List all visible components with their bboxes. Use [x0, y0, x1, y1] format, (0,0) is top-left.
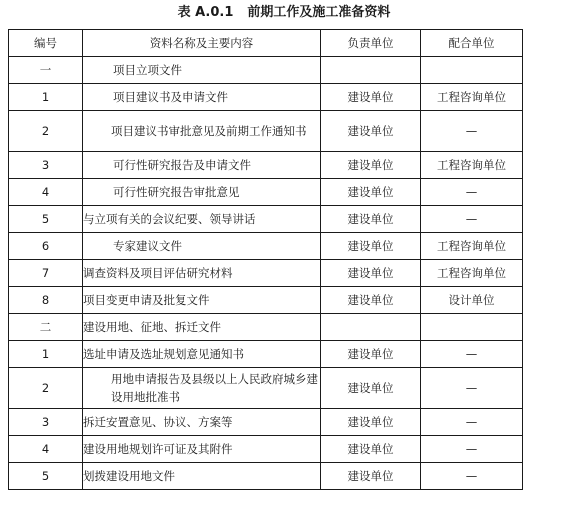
cell-no: 3 [9, 152, 83, 179]
table-caption [0, 2, 568, 24]
cell-cooperating: — [421, 463, 523, 490]
cell-cooperating: — [421, 341, 523, 368]
header-cooperating: 配合单位 [421, 30, 523, 57]
cell-name: 项目建议书及申请文件 [83, 84, 321, 111]
cell-responsible: 建设单位 [321, 260, 421, 287]
cell-no: 1 [9, 84, 83, 111]
cell-no: 2 [9, 368, 83, 409]
table-row [9, 84, 523, 111]
cell-name: 拆迁安置意见、协议、方案等 [83, 409, 321, 436]
cell-name: 项目建议书审批意见及前期工作通知书 [83, 111, 321, 152]
cell-cooperating: 工程咨询单位 [421, 260, 523, 287]
cell-no: 5 [9, 206, 83, 233]
table-number: 表 A.0.1 [177, 5, 234, 20]
cell-responsible: 建设单位 [321, 341, 421, 368]
cell-cooperating: 工程咨询单位 [421, 152, 523, 179]
table-row [9, 111, 523, 152]
cell-cooperating: — [421, 111, 523, 152]
cell-name: 选址申请及选址规划意见通知书 [83, 341, 321, 368]
cell-cooperating: 工程咨询单位 [421, 84, 523, 111]
cell-cooperating: — [421, 206, 523, 233]
table-row [9, 57, 523, 84]
cell-cooperating: — [421, 368, 523, 409]
cell-name: 调查资料及项目评估研究材料 [83, 260, 321, 287]
table-row [9, 179, 523, 206]
cell-no: 3 [9, 409, 83, 436]
cell-responsible: 建设单位 [321, 436, 421, 463]
cell-name: 与立项有关的会议纪要、领导讲话 [83, 206, 321, 233]
table-row [9, 436, 523, 463]
document-table [8, 29, 523, 490]
table-title: 前期工作及施工准备资料 [247, 5, 391, 20]
cell-responsible: 建设单位 [321, 84, 421, 111]
table-row [9, 287, 523, 314]
header-name: 资料名称及主要内容 [83, 30, 321, 57]
cell-responsible: 建设单位 [321, 179, 421, 206]
table-row [9, 409, 523, 436]
cell-no: 5 [9, 463, 83, 490]
cell-responsible: 建设单位 [321, 111, 421, 152]
cell-no: 4 [9, 179, 83, 206]
cell-name: 项目变更申请及批复文件 [83, 287, 321, 314]
cell-responsible: 建设单位 [321, 409, 421, 436]
cell-name: 建设用地、征地、拆迁文件 [83, 314, 321, 341]
cell-no: 二 [9, 314, 83, 341]
cell-cooperating: — [421, 179, 523, 206]
table-row [9, 314, 523, 341]
cell-name: 专家建议文件 [83, 233, 321, 260]
header-no: 编号 [9, 30, 83, 57]
cell-name: 可行性研究报告审批意见 [83, 179, 321, 206]
table-row [9, 233, 523, 260]
table-row [9, 260, 523, 287]
cell-cooperating: — [421, 436, 523, 463]
cell-responsible: 建设单位 [321, 368, 421, 409]
cell-no: 一 [9, 57, 83, 84]
cell-no: 2 [9, 111, 83, 152]
cell-name: 建设用地规划许可证及其附件 [83, 436, 321, 463]
table-row [9, 463, 523, 490]
cell-cooperating: 工程咨询单位 [421, 233, 523, 260]
table-row [9, 341, 523, 368]
cell-no: 8 [9, 287, 83, 314]
cell-name: 项目立项文件 [83, 57, 321, 84]
table-row [9, 206, 523, 233]
cell-no: 6 [9, 233, 83, 260]
cell-cooperating [421, 57, 523, 84]
cell-responsible: 建设单位 [321, 206, 421, 233]
cell-cooperating: 设计单位 [421, 287, 523, 314]
cell-cooperating: — [421, 409, 523, 436]
table-row [9, 152, 523, 179]
cell-responsible: 建设单位 [321, 233, 421, 260]
header-responsible: 负责单位 [321, 30, 421, 57]
table-header-row [9, 30, 523, 57]
cell-no: 4 [9, 436, 83, 463]
cell-no: 7 [9, 260, 83, 287]
cell-name: 划拨建设用地文件 [83, 463, 321, 490]
cell-responsible: 建设单位 [321, 152, 421, 179]
cell-name: 用地申请报告及县级以上人民政府城乡建设用地批准书 [83, 368, 321, 409]
cell-responsible [321, 314, 421, 341]
cell-responsible [321, 57, 421, 84]
cell-no: 1 [9, 341, 83, 368]
cell-cooperating [421, 314, 523, 341]
cell-name: 可行性研究报告及申请文件 [83, 152, 321, 179]
cell-responsible: 建设单位 [321, 463, 421, 490]
cell-responsible: 建设单位 [321, 287, 421, 314]
table-row [9, 368, 523, 409]
